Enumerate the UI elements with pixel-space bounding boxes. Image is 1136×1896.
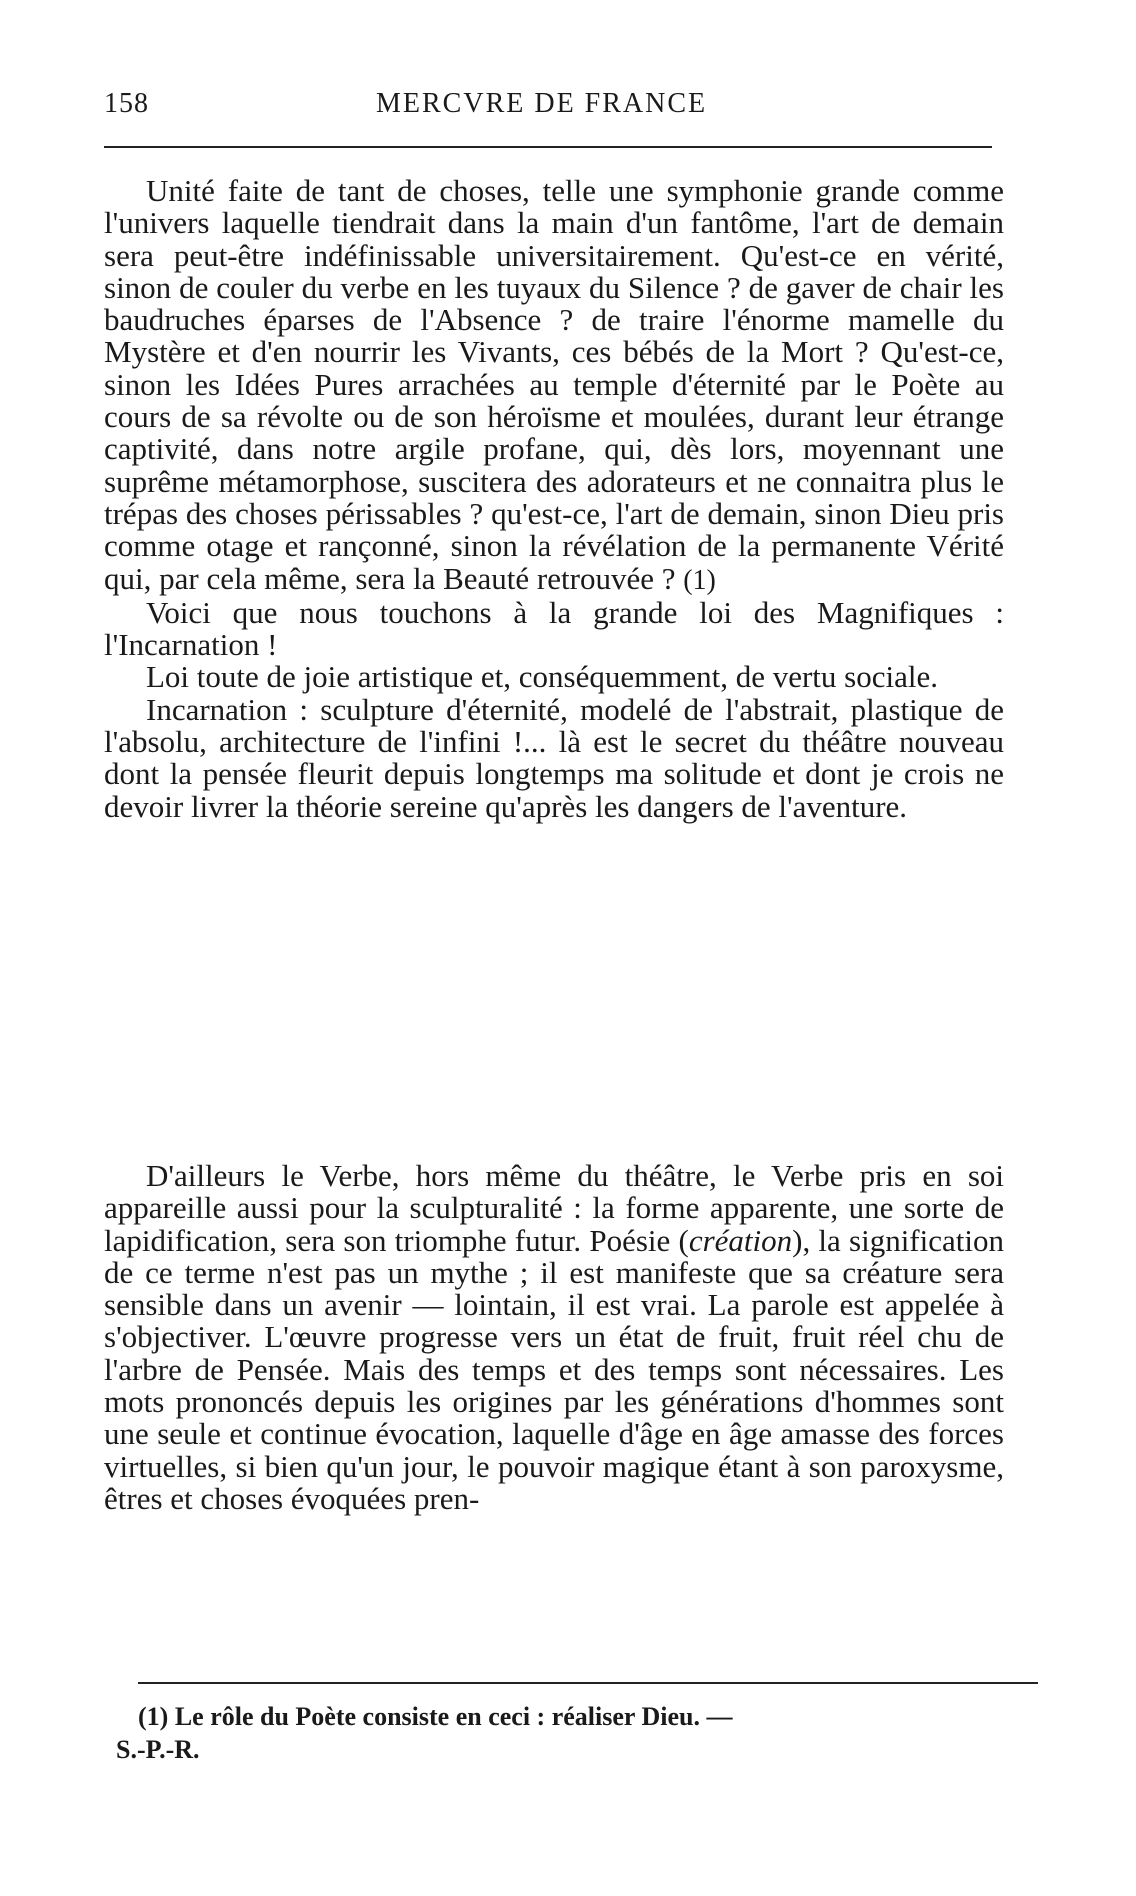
footnote-reference: (1) [683, 564, 716, 596]
paragraph-4: Incarnation : sculpture d'éternité, modelé de l'abstrait, plastique de l'absolu, architecture de l'infini !... là est le secret du théâtre nouveau dont la pensée fleurit depuis longtemps ma solitude et dont je crois ne devoir livrer la théorie sereine qu'après les dangers de l'aventure. [104, 691, 1004, 824]
paragraph-1-text: Unité faite de tant de choses, telle une symphonie grande comme l'univers laquelle tiendrait dans la main d'un fantôme, l'art de demain sera peut-être indéfinissable universitairement. Qu'est-ce en vérité, sinon de couler du verbe en les tuyaux du Silence ? de gaver de chair les baudruches éparses de l'Absence ? de traire l'énorme mamelle du Mystère et d'en nourrir les Vivants, ces bébés de la Mort ? Qu'est-ce, sinon les Idées Pures arrachées au temple d'éternité par le Poète au cours de sa révolte ou de son héroïsme et moulées, durant leur étrange captivité, dans notre argile profane, qui, dès lors, moyennant une suprême métamorphose, suscitera des adorateurs et ne connaitra plus le trépas des choses périssables ? qu'est-ce, l'art de demain, sinon Dieu pris comme otage et rançonné, sinon la révélation de la permanente Vérité qui, par cela même, sera la Beauté retrouvée ? [104, 173, 1004, 596]
paragraph-3: Loi toute de joie artistique et, conséquemment, de vertu sociale. [146, 659, 938, 695]
page-header [104, 88, 992, 128]
running-title: MERCVRE DE FRANCE [376, 88, 708, 119]
footnote [116, 1700, 1038, 1766]
paragraph-5 [104, 1160, 1004, 1515]
text-section-1 [104, 175, 1004, 823]
footnote-rule [138, 1682, 1038, 1684]
paragraph-5-part-2: ), la signification de ce terme n'est pas un mythe ; il est manifeste que sa créature sera sensible dans un avenir — lointain, il est vrai. La parole est appelée à s'objectiver. L'œuvre progresse vers un état de fruit, fruit réel chu de l'arbre de Pensée. Mais des temps et des temps sont nécessaires. Les mots prononcés depuis les origines par les générations d'hommes sont une seule et continue évocation, laquelle d'âge en âge amasse des forces virtuelles, si bien qu'un jour, le pouvoir magique étant à son paroxysme, êtres et choses évoquées pren- [104, 1222, 1004, 1516]
paragraph-5-italic: création [688, 1222, 793, 1258]
paragraph-5-part-1: D'ailleurs le Verbe, hors même du théâtre, le Verbe pris en soi appareille aussi pour la sculpturalité : la forme apparente, une sorte de lapidification, sera son triomphe futur. Poésie ( [104, 1158, 1004, 1258]
paragraph-1 [104, 175, 1004, 597]
page-number: 158 [104, 88, 149, 119]
paragraph-2: Voici que nous touchons à la grande loi des Magnifiques : l'Incarnation ! [104, 594, 1004, 663]
text-section-2 [104, 1160, 1004, 1515]
footnote-signature: S.-P.-R. [116, 1735, 200, 1764]
footnote-text: (1) Le rôle du Poète consiste en ceci : réaliser Dieu. — [138, 1702, 733, 1731]
header-rule [104, 146, 992, 148]
